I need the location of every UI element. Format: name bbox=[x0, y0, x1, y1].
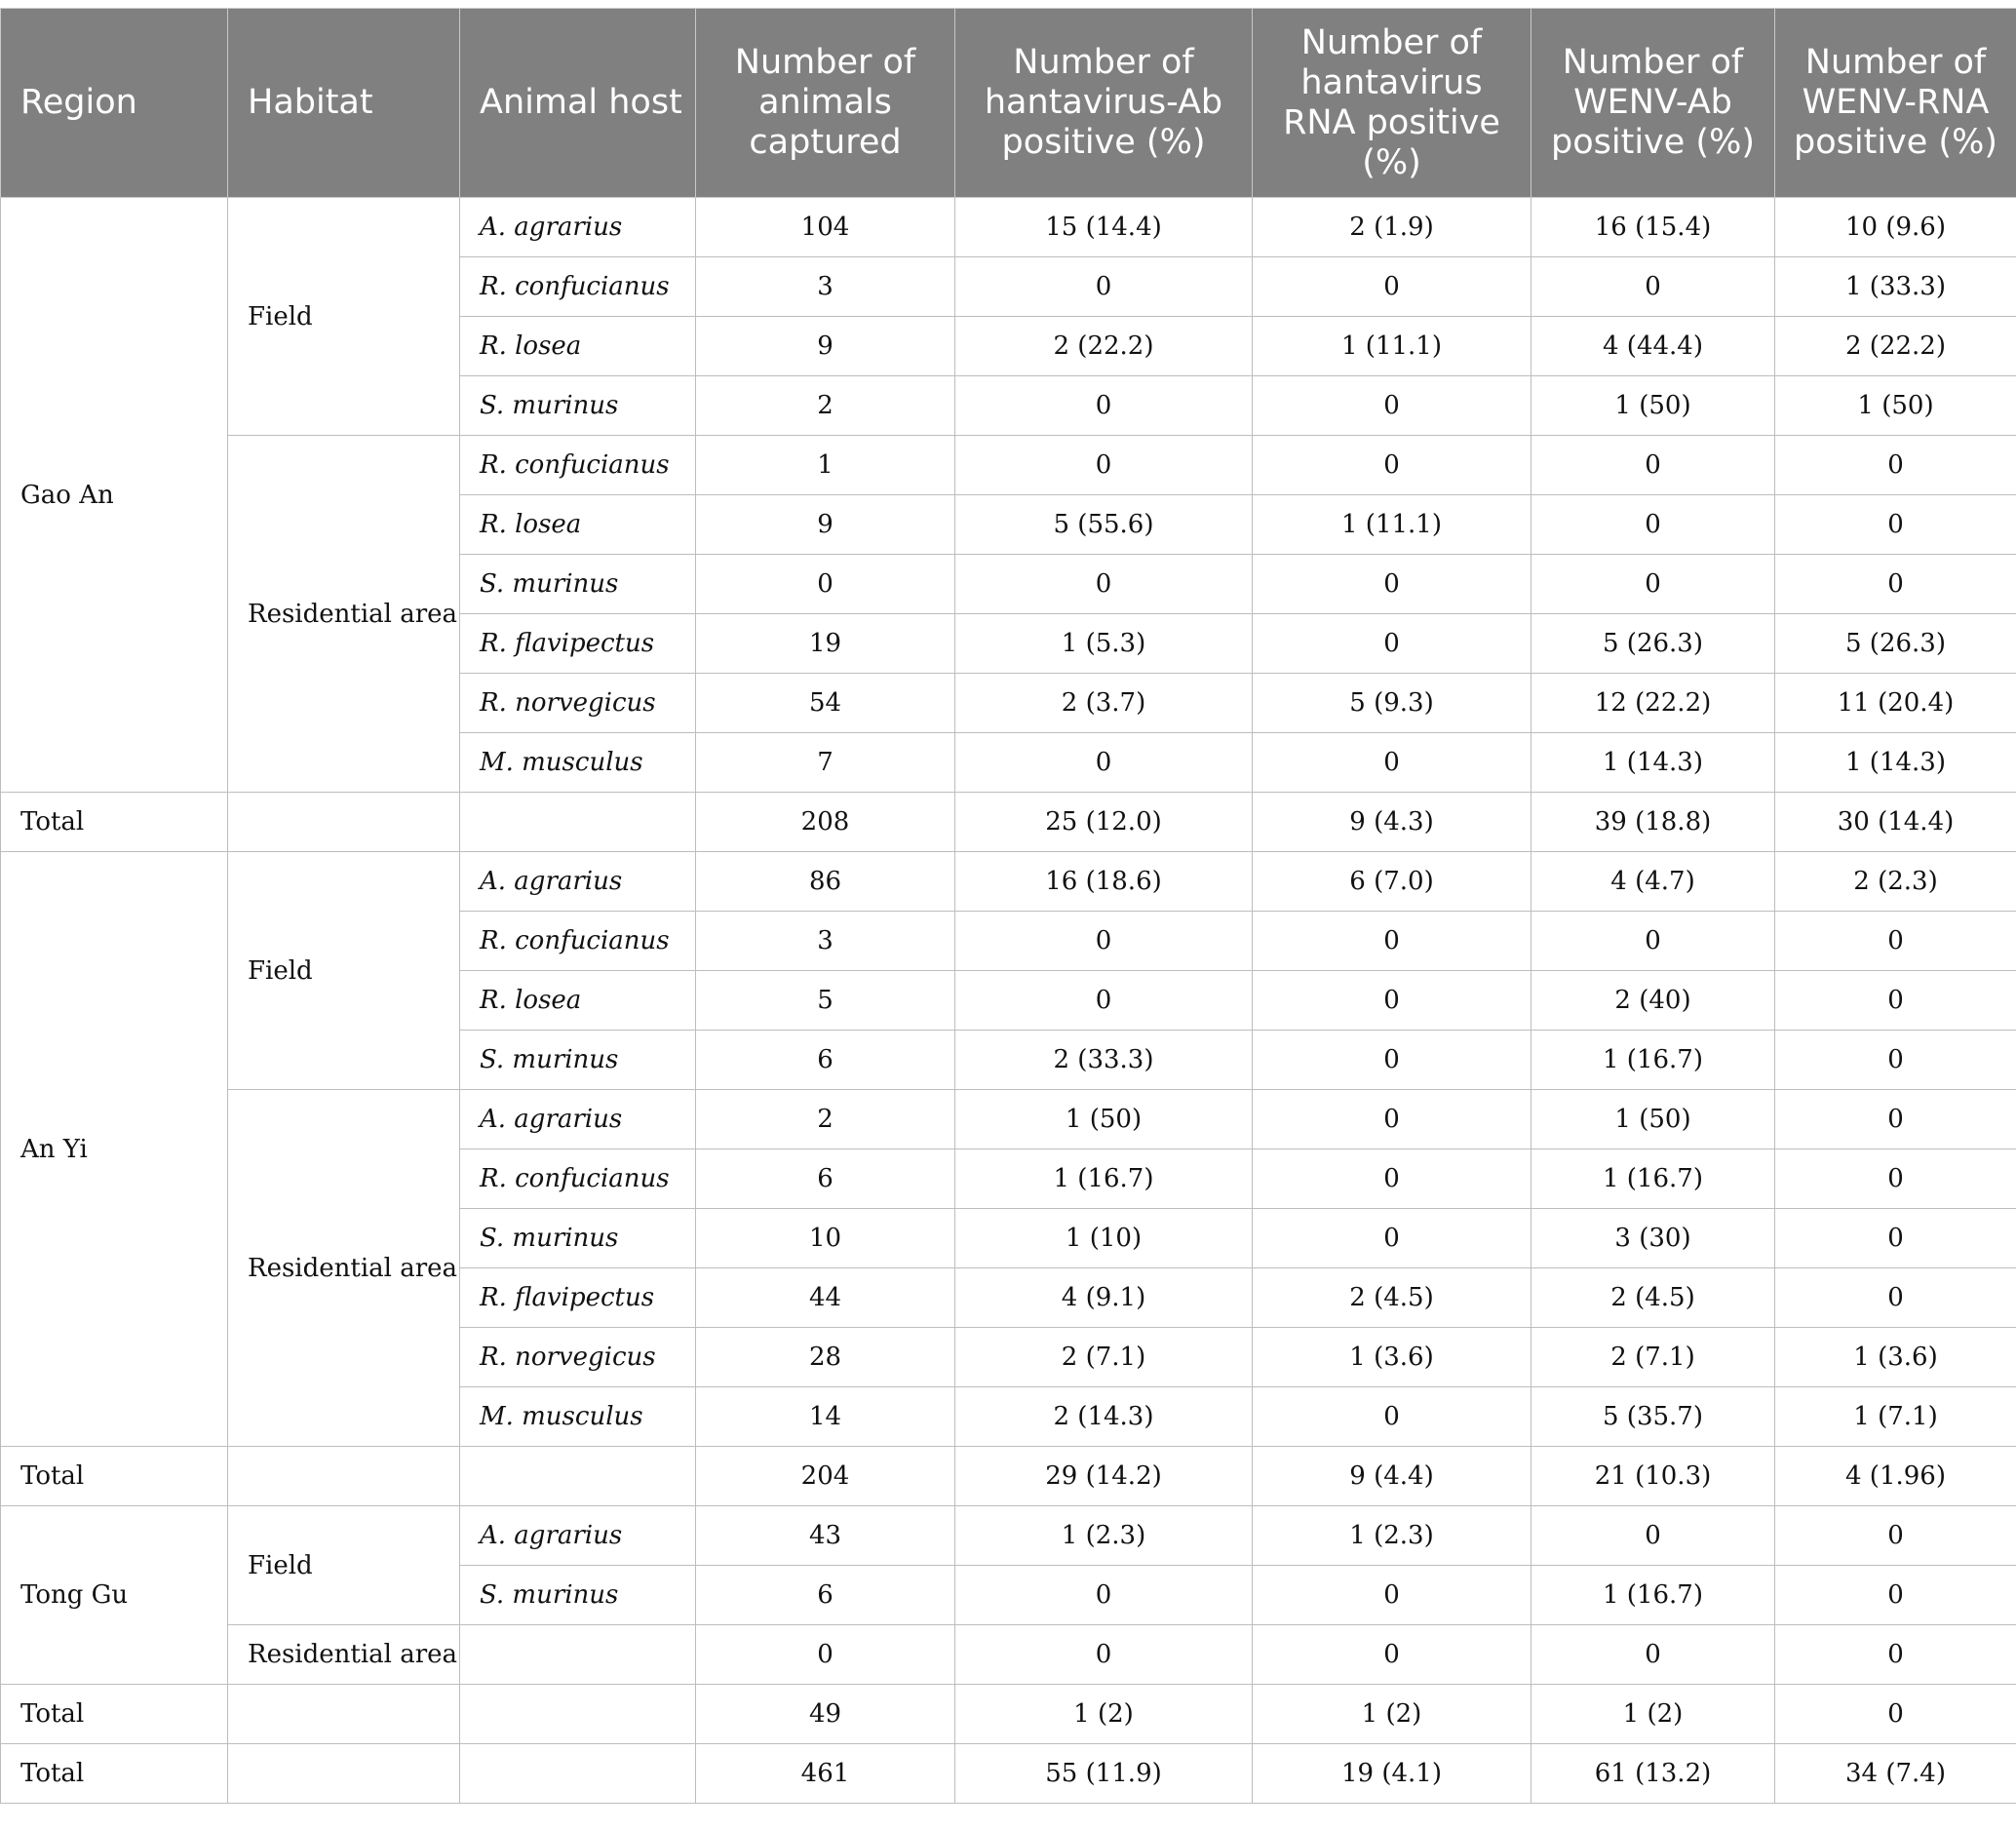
animals-captured-cell: 7 bbox=[696, 733, 955, 793]
wenv-rna-cell: 0 bbox=[1775, 1090, 2016, 1149]
animal-host-cell: R. confucianus bbox=[460, 1149, 696, 1209]
hantavirus-rna-cell: 0 bbox=[1253, 1566, 1531, 1625]
wenv-rna-cell: 0 bbox=[1775, 436, 2016, 495]
hantavirus-rna-cell: 0 bbox=[1253, 257, 1531, 317]
header-row bbox=[1, 9, 2016, 198]
animals-captured-cell: 3 bbox=[696, 912, 955, 971]
hantavirus-ab-cell: 16 (18.6) bbox=[955, 852, 1253, 912]
total-wenv-rna: 4 (1.96) bbox=[1775, 1447, 2016, 1506]
total-hantavirus-rna: 1 (2) bbox=[1253, 1685, 1531, 1744]
hantavirus-ab-cell: 1 (5.3) bbox=[955, 614, 1253, 674]
hantavirus-ab-cell: 0 bbox=[955, 257, 1253, 317]
wenv-rna-cell: 2 (2.3) bbox=[1775, 852, 2016, 912]
hantavirus-wenv-table bbox=[0, 8, 2016, 1804]
animals-captured-cell: 0 bbox=[696, 555, 955, 614]
hantavirus-rna-cell: 0 bbox=[1253, 1149, 1531, 1209]
animal-host-cell: S. murinus bbox=[460, 1566, 696, 1625]
animals-captured-cell: 2 bbox=[696, 1090, 955, 1149]
hantavirus-rna-cell: 0 bbox=[1253, 1031, 1531, 1090]
animal-host-cell: R. confucianus bbox=[460, 436, 696, 495]
total-hantavirus-rna: 9 (4.4) bbox=[1253, 1447, 1531, 1506]
header-animals-captured: Number of animals captured bbox=[696, 9, 955, 198]
wenv-rna-cell: 1 (3.6) bbox=[1775, 1328, 2016, 1387]
wenv-rna-cell: 5 (26.3) bbox=[1775, 614, 2016, 674]
region-cell: An Yi bbox=[1, 852, 228, 1447]
wenv-ab-cell: 0 bbox=[1531, 912, 1775, 971]
total-wenv-rna: 0 bbox=[1775, 1685, 2016, 1744]
animal-host-cell: A. agrarius bbox=[460, 1506, 696, 1566]
hantavirus-ab-cell: 0 bbox=[955, 971, 1253, 1031]
animals-captured-cell: 9 bbox=[696, 317, 955, 376]
wenv-ab-cell: 3 (30) bbox=[1531, 1209, 1775, 1268]
hantavirus-ab-cell: 1 (50) bbox=[955, 1090, 1253, 1149]
wenv-rna-cell: 10 (9.6) bbox=[1775, 198, 2016, 257]
total-hantavirus-ab: 55 (11.9) bbox=[955, 1744, 1253, 1804]
header-hantavirus-ab: Number of hantavirus-Ab positive (%) bbox=[955, 9, 1253, 198]
animals-captured-cell: 14 bbox=[696, 1387, 955, 1447]
wenv-ab-cell: 2 (4.5) bbox=[1531, 1268, 1775, 1328]
hantavirus-rna-cell: 0 bbox=[1253, 733, 1531, 793]
hantavirus-rna-cell: 0 bbox=[1253, 376, 1531, 436]
header-animal-host: Animal host bbox=[460, 9, 696, 198]
hantavirus-rna-cell: 0 bbox=[1253, 614, 1531, 674]
wenv-ab-cell: 1 (16.7) bbox=[1531, 1031, 1775, 1090]
wenv-rna-cell: 1 (14.3) bbox=[1775, 733, 2016, 793]
animals-captured-cell: 6 bbox=[696, 1149, 955, 1209]
wenv-ab-cell: 1 (50) bbox=[1531, 376, 1775, 436]
wenv-rna-cell: 0 bbox=[1775, 495, 2016, 555]
hantavirus-ab-cell: 0 bbox=[955, 1625, 1253, 1685]
total-wenv-ab: 1 (2) bbox=[1531, 1685, 1775, 1744]
table-row bbox=[1, 1506, 2016, 1566]
animal-host-cell: A. agrarius bbox=[460, 198, 696, 257]
animal-host-cell: R. flavipectus bbox=[460, 1268, 696, 1328]
animal-host-cell bbox=[460, 1625, 696, 1685]
animals-captured-cell: 6 bbox=[696, 1566, 955, 1625]
animal-host-cell: M. musculus bbox=[460, 1387, 696, 1447]
animal-host-cell: R. losea bbox=[460, 495, 696, 555]
region-cell: Gao An bbox=[1, 198, 228, 793]
hantavirus-ab-cell: 0 bbox=[955, 436, 1253, 495]
table-row bbox=[1, 436, 2016, 495]
empty-cell bbox=[228, 1447, 460, 1506]
habitat-cell: Field bbox=[228, 852, 460, 1090]
total-row bbox=[1, 1685, 2016, 1744]
empty-cell bbox=[228, 793, 460, 852]
animals-captured-cell: 5 bbox=[696, 971, 955, 1031]
hantavirus-ab-cell: 5 (55.6) bbox=[955, 495, 1253, 555]
wenv-ab-cell: 0 bbox=[1531, 436, 1775, 495]
animal-host-cell: R. losea bbox=[460, 971, 696, 1031]
wenv-rna-cell: 0 bbox=[1775, 1566, 2016, 1625]
hantavirus-rna-cell: 1 (3.6) bbox=[1253, 1328, 1531, 1387]
hantavirus-ab-cell: 2 (22.2) bbox=[955, 317, 1253, 376]
wenv-rna-cell: 1 (50) bbox=[1775, 376, 2016, 436]
wenv-ab-cell: 5 (35.7) bbox=[1531, 1387, 1775, 1447]
animal-host-cell: S. murinus bbox=[460, 1031, 696, 1090]
hantavirus-ab-cell: 0 bbox=[955, 376, 1253, 436]
total-animals-captured: 204 bbox=[696, 1447, 955, 1506]
total-wenv-rna: 34 (7.4) bbox=[1775, 1744, 2016, 1804]
animals-captured-cell: 0 bbox=[696, 1625, 955, 1685]
wenv-rna-cell: 2 (22.2) bbox=[1775, 317, 2016, 376]
animal-host-cell: A. agrarius bbox=[460, 1090, 696, 1149]
total-hantavirus-rna: 19 (4.1) bbox=[1253, 1744, 1531, 1804]
hantavirus-ab-cell: 2 (7.1) bbox=[955, 1328, 1253, 1387]
hantavirus-ab-cell: 2 (3.7) bbox=[955, 674, 1253, 733]
wenv-ab-cell: 0 bbox=[1531, 1625, 1775, 1685]
hantavirus-rna-cell: 0 bbox=[1253, 1625, 1531, 1685]
table-row bbox=[1, 852, 2016, 912]
hantavirus-ab-cell: 0 bbox=[955, 733, 1253, 793]
animal-host-cell: M. musculus bbox=[460, 733, 696, 793]
animal-host-cell: R. confucianus bbox=[460, 912, 696, 971]
empty-cell bbox=[460, 1685, 696, 1744]
hantavirus-ab-cell: 1 (16.7) bbox=[955, 1149, 1253, 1209]
wenv-ab-cell: 1 (14.3) bbox=[1531, 733, 1775, 793]
header-wenv-ab: Number of WENV-Ab positive (%) bbox=[1531, 9, 1775, 198]
animals-captured-cell: 9 bbox=[696, 495, 955, 555]
animal-host-cell: A. agrarius bbox=[460, 852, 696, 912]
animals-captured-cell: 44 bbox=[696, 1268, 955, 1328]
total-wenv-rna: 30 (14.4) bbox=[1775, 793, 2016, 852]
wenv-rna-cell: 0 bbox=[1775, 1149, 2016, 1209]
total-row bbox=[1, 1447, 2016, 1506]
header-habitat: Habitat bbox=[228, 9, 460, 198]
total-animals-captured: 461 bbox=[696, 1744, 955, 1804]
hantavirus-rna-cell: 1 (11.1) bbox=[1253, 495, 1531, 555]
hantavirus-ab-cell: 15 (14.4) bbox=[955, 198, 1253, 257]
table-body bbox=[1, 198, 2016, 1804]
wenv-rna-cell: 11 (20.4) bbox=[1775, 674, 2016, 733]
data-table-container bbox=[0, 8, 2016, 1804]
animals-captured-cell: 104 bbox=[696, 198, 955, 257]
total-label: Total bbox=[1, 793, 228, 852]
wenv-ab-cell: 16 (15.4) bbox=[1531, 198, 1775, 257]
total-hantavirus-rna: 9 (4.3) bbox=[1253, 793, 1531, 852]
total-label: Total bbox=[1, 1744, 228, 1804]
hantavirus-rna-cell: 0 bbox=[1253, 1209, 1531, 1268]
animals-captured-cell: 1 bbox=[696, 436, 955, 495]
habitat-cell: Residential area bbox=[228, 1625, 460, 1685]
hantavirus-ab-cell: 2 (33.3) bbox=[955, 1031, 1253, 1090]
hantavirus-rna-cell: 0 bbox=[1253, 971, 1531, 1031]
animal-host-cell: S. murinus bbox=[460, 555, 696, 614]
animal-host-cell: R. norvegicus bbox=[460, 674, 696, 733]
habitat-cell: Field bbox=[228, 1506, 460, 1625]
wenv-ab-cell: 2 (40) bbox=[1531, 971, 1775, 1031]
total-row bbox=[1, 1744, 2016, 1804]
total-hantavirus-ab: 29 (14.2) bbox=[955, 1447, 1253, 1506]
total-wenv-ab: 21 (10.3) bbox=[1531, 1447, 1775, 1506]
header-region: Region bbox=[1, 9, 228, 198]
animal-host-cell: R. confucianus bbox=[460, 257, 696, 317]
hantavirus-ab-cell: 0 bbox=[955, 555, 1253, 614]
wenv-ab-cell: 0 bbox=[1531, 1506, 1775, 1566]
hantavirus-ab-cell: 2 (14.3) bbox=[955, 1387, 1253, 1447]
wenv-rna-cell: 0 bbox=[1775, 1625, 2016, 1685]
total-animals-captured: 208 bbox=[696, 793, 955, 852]
habitat-cell: Field bbox=[228, 198, 460, 436]
total-hantavirus-ab: 25 (12.0) bbox=[955, 793, 1253, 852]
hantavirus-rna-cell: 0 bbox=[1253, 912, 1531, 971]
animals-captured-cell: 2 bbox=[696, 376, 955, 436]
wenv-rna-cell: 0 bbox=[1775, 555, 2016, 614]
animals-captured-cell: 28 bbox=[696, 1328, 955, 1387]
empty-cell bbox=[460, 1447, 696, 1506]
empty-cell bbox=[460, 793, 696, 852]
hantavirus-rna-cell: 0 bbox=[1253, 436, 1531, 495]
hantavirus-ab-cell: 1 (2.3) bbox=[955, 1506, 1253, 1566]
wenv-ab-cell: 0 bbox=[1531, 495, 1775, 555]
hantavirus-rna-cell: 2 (1.9) bbox=[1253, 198, 1531, 257]
animal-host-cell: S. murinus bbox=[460, 376, 696, 436]
wenv-ab-cell: 2 (7.1) bbox=[1531, 1328, 1775, 1387]
animal-host-cell: S. murinus bbox=[460, 1209, 696, 1268]
header-hantavirus-rna: Number of hantavirus RNA positive (%) bbox=[1253, 9, 1531, 198]
wenv-ab-cell: 0 bbox=[1531, 555, 1775, 614]
hantavirus-ab-cell: 1 (10) bbox=[955, 1209, 1253, 1268]
empty-cell bbox=[228, 1744, 460, 1804]
wenv-ab-cell: 0 bbox=[1531, 257, 1775, 317]
header-wenv-rna: Number of WENV-RNA positive (%) bbox=[1775, 9, 2016, 198]
habitat-cell: Residential area bbox=[228, 436, 460, 793]
animal-host-cell: R. flavipectus bbox=[460, 614, 696, 674]
total-animals-captured: 49 bbox=[696, 1685, 955, 1744]
table-row bbox=[1, 1625, 2016, 1685]
total-label: Total bbox=[1, 1685, 228, 1744]
wenv-rna-cell: 1 (7.1) bbox=[1775, 1387, 2016, 1447]
wenv-rna-cell: 0 bbox=[1775, 1031, 2016, 1090]
empty-cell bbox=[228, 1685, 460, 1744]
total-hantavirus-ab: 1 (2) bbox=[955, 1685, 1253, 1744]
total-row bbox=[1, 793, 2016, 852]
animal-host-cell: R. norvegicus bbox=[460, 1328, 696, 1387]
wenv-ab-cell: 5 (26.3) bbox=[1531, 614, 1775, 674]
animals-captured-cell: 19 bbox=[696, 614, 955, 674]
wenv-rna-cell: 0 bbox=[1775, 912, 2016, 971]
wenv-ab-cell: 4 (44.4) bbox=[1531, 317, 1775, 376]
wenv-ab-cell: 1 (16.7) bbox=[1531, 1566, 1775, 1625]
hantavirus-ab-cell: 0 bbox=[955, 912, 1253, 971]
wenv-rna-cell: 0 bbox=[1775, 1506, 2016, 1566]
wenv-rna-cell: 0 bbox=[1775, 1209, 2016, 1268]
hantavirus-ab-cell: 4 (9.1) bbox=[955, 1268, 1253, 1328]
hantavirus-rna-cell: 0 bbox=[1253, 1387, 1531, 1447]
total-wenv-ab: 39 (18.8) bbox=[1531, 793, 1775, 852]
table-row bbox=[1, 1090, 2016, 1149]
wenv-rna-cell: 0 bbox=[1775, 1268, 2016, 1328]
wenv-ab-cell: 1 (50) bbox=[1531, 1090, 1775, 1149]
region-cell: Tong Gu bbox=[1, 1506, 228, 1685]
animals-captured-cell: 10 bbox=[696, 1209, 955, 1268]
empty-cell bbox=[460, 1744, 696, 1804]
animals-captured-cell: 54 bbox=[696, 674, 955, 733]
hantavirus-rna-cell: 0 bbox=[1253, 1090, 1531, 1149]
hantavirus-rna-cell: 6 (7.0) bbox=[1253, 852, 1531, 912]
animals-captured-cell: 6 bbox=[696, 1031, 955, 1090]
hantavirus-rna-cell: 1 (2.3) bbox=[1253, 1506, 1531, 1566]
habitat-cell: Residential area bbox=[228, 1090, 460, 1447]
animal-host-cell: R. losea bbox=[460, 317, 696, 376]
hantavirus-rna-cell: 1 (11.1) bbox=[1253, 317, 1531, 376]
wenv-rna-cell: 1 (33.3) bbox=[1775, 257, 2016, 317]
hantavirus-ab-cell: 0 bbox=[955, 1566, 1253, 1625]
animals-captured-cell: 86 bbox=[696, 852, 955, 912]
total-wenv-ab: 61 (13.2) bbox=[1531, 1744, 1775, 1804]
wenv-ab-cell: 12 (22.2) bbox=[1531, 674, 1775, 733]
wenv-rna-cell: 0 bbox=[1775, 971, 2016, 1031]
animals-captured-cell: 43 bbox=[696, 1506, 955, 1566]
wenv-ab-cell: 4 (4.7) bbox=[1531, 852, 1775, 912]
wenv-ab-cell: 1 (16.7) bbox=[1531, 1149, 1775, 1209]
hantavirus-rna-cell: 2 (4.5) bbox=[1253, 1268, 1531, 1328]
hantavirus-rna-cell: 0 bbox=[1253, 555, 1531, 614]
total-label: Total bbox=[1, 1447, 228, 1506]
table-row bbox=[1, 198, 2016, 257]
animals-captured-cell: 3 bbox=[696, 257, 955, 317]
hantavirus-rna-cell: 5 (9.3) bbox=[1253, 674, 1531, 733]
